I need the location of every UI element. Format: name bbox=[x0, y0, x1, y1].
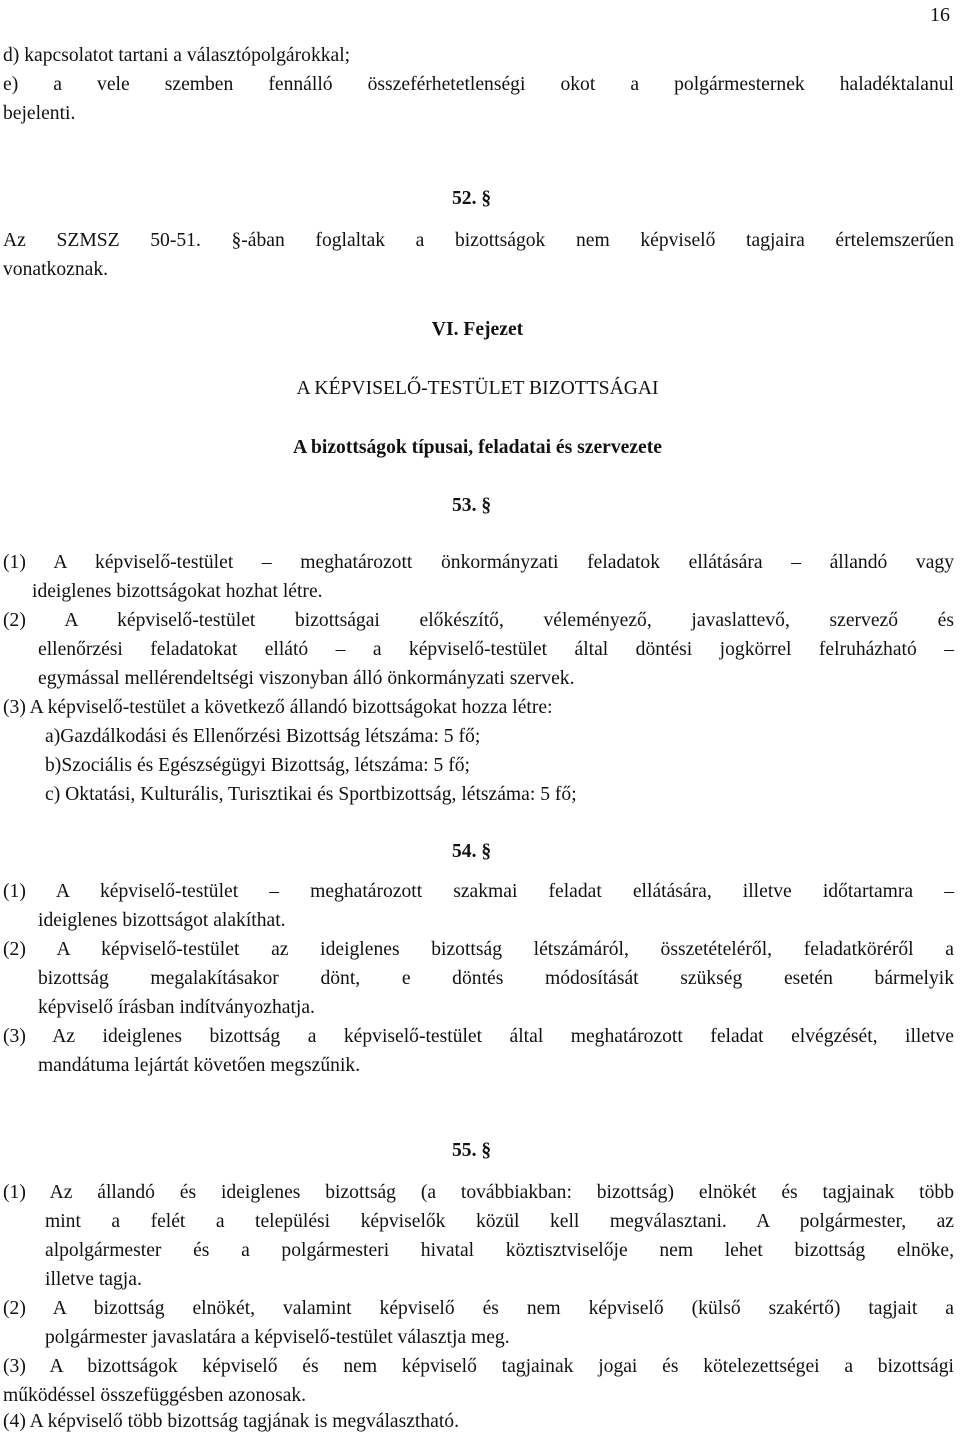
chapter-number: VI. Fejezet bbox=[431, 319, 524, 340]
section-55-para-3-line-1: (3) A bizottságok képviselő és nem képviselő tagjainak jogai és kötelezettségei a bizottsági bbox=[3, 1356, 954, 1377]
section-54-para-1-line-1: (1) A képviselő-testület – meghatározott szakmai feladat ellátására, illetve időtartamra – bbox=[3, 881, 954, 902]
section-55-para-2-line-2: polgármester javaslatára a képviselő-testület választja meg. bbox=[45, 1327, 510, 1348]
section-55-para-2-line-1: (2) A bizottság elnökét, valamint képviselő és nem képviselő (külső szakértő) tagjait a bbox=[3, 1298, 954, 1319]
section-55-para-1-line-2: mint a felét a települési képviselők közül kell megválasztani. A polgármester, az bbox=[45, 1211, 954, 1232]
section-52-text-line-1: Az SZMSZ 50-51. §-ában foglaltak a bizottságok nem képviselő tagjaira értelemszerűen bbox=[3, 230, 954, 251]
section-54-heading: 54. § bbox=[452, 841, 492, 862]
section-55-para-1-line-3: alpolgármester és a polgármesteri hivatal köztisztviselője nem lehet bizottság elnöke, bbox=[45, 1240, 954, 1261]
section-53-heading: 53. § bbox=[452, 495, 492, 516]
section-52-text-line-2: vonatkoznak. bbox=[3, 259, 109, 280]
section-54-para-2-line-3: képviselő írásban indítványozhatja. bbox=[38, 997, 315, 1018]
list-item-e-line-1: e) a vele szemben fennálló összeférhetetlenségi okot a polgármesternek haladéktalanul bbox=[3, 74, 954, 95]
section-55-para-1-line-4: illetve tagja. bbox=[45, 1269, 142, 1290]
section-53-para-2-line-1: (2) A képviselő-testület bizottságai előkészítő, véleményező, javaslattevő, szervező és bbox=[3, 610, 954, 631]
section-54-para-2-line-1: (2) A képviselő-testület az ideiglenes bizottság létszámáról, összetételéről, feladatköréről a bbox=[3, 939, 954, 960]
chapter-subtitle: A bizottságok típusai, feladatai és szervezete bbox=[293, 437, 662, 458]
committee-item-c: c) Oktatási, Kulturális, Turisztikai és Sportbizottság, létszáma: 5 fő; bbox=[45, 784, 577, 805]
section-55-para-3-line-2: működéssel összefüggésben azonosak. bbox=[3, 1385, 307, 1406]
list-item-e-line-2: bejelenti. bbox=[3, 103, 76, 124]
page-number: 16 bbox=[930, 4, 950, 26]
committee-item-b: b)Szociális és Egészségügyi Bizottság, létszáma: 5 fő; bbox=[45, 755, 470, 776]
committee-item-a: a)Gazdálkodási és Ellenőrzési Bizottság létszáma: 5 fő; bbox=[45, 726, 481, 747]
section-52-heading: 52. § bbox=[452, 188, 492, 209]
list-item-d: d) kapcsolatot tartani a választópolgárokkal; bbox=[3, 45, 351, 66]
section-54-para-1-line-2: ideiglenes bizottságot alakíthat. bbox=[38, 910, 286, 931]
section-53-para-1-line-1: (1) A képviselő-testület – meghatározott önkormányzati feladatok ellátására – állandó vagy bbox=[3, 552, 954, 573]
section-55-heading: 55. § bbox=[452, 1140, 492, 1161]
chapter-title: A KÉPVISELŐ-TESTÜLET BIZOTTSÁGAI bbox=[296, 378, 659, 399]
section-53-para-3-line-1: (3) A képviselő-testület a következő állandó bizottságokat hozza létre: bbox=[3, 697, 553, 718]
section-54-para-3-line-2: mandátuma lejártát követően megszűnik. bbox=[38, 1055, 361, 1076]
section-55-para-1-line-1: (1) Az állandó és ideiglenes bizottság (a továbbiakban: bizottság) elnökét és tagjainak több bbox=[3, 1182, 954, 1203]
section-53-para-1-line-2: ideiglenes bizottságokat hozhat létre. bbox=[32, 581, 323, 602]
section-54-para-3-line-1: (3) Az ideiglenes bizottság a képviselő-testület által meghatározott feladat elvégzését, illetve bbox=[3, 1026, 954, 1047]
section-53-para-2-line-2: ellenőrzési feladatokat ellátó – a képviselő-testület által döntési jogkörrel felruházható – bbox=[38, 639, 954, 660]
section-53-para-2-line-3: egymással mellérendeltségi viszonyban álló önkormányzati szervek. bbox=[38, 668, 575, 689]
section-55-para-4: (4) A képviselő több bizottság tagjának is megválasztható. bbox=[3, 1411, 459, 1432]
section-54-para-2-line-2: bizottság megalakításakor dönt, e döntés módosítását szükség esetén bármelyik bbox=[38, 968, 954, 989]
